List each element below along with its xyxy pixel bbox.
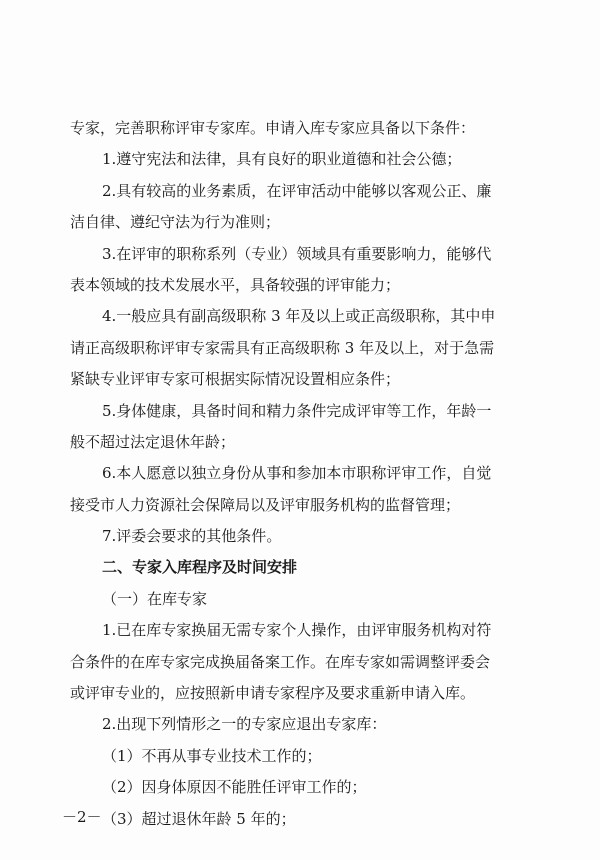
page-number: －2－ xyxy=(62,808,102,826)
text-line: （2）因身体原因不能胜任评审工作的； xyxy=(102,778,367,797)
text-line: 6.本人愿意以独立身份从事和参加本市职称评审工作，自觉 xyxy=(102,464,492,483)
text-line: 请正高级职称评审专家需具有正高级职称 3 年及以上，对于急需 xyxy=(70,338,495,357)
text-line: 紧缺专业评审专家可根据实际情况设置相应条件； xyxy=(70,370,401,389)
text-line: 洁自律、遵纪守法为行为准则； xyxy=(70,213,281,232)
subsection-heading: （一）在库专家 xyxy=(102,589,208,608)
text-line: （3）超过退休年龄 5 年的； xyxy=(102,809,296,828)
text-line: （1）不再从事专业技术工作的； xyxy=(102,746,322,765)
text-line: 1.遵守宪法和法律，具有良好的职业道德和社会公德； xyxy=(102,150,462,169)
text-line: 2.具有较高的业务素质，在评审活动中能够以客观公正、廉 xyxy=(102,181,492,200)
text-line: 接受市人力资源社会保障局以及评审服务机构的监督管理； xyxy=(70,495,461,514)
document-body xyxy=(70,118,540,840)
text-line: 般不超过法定退休年龄； xyxy=(70,432,236,451)
text-line: 1.已在库专家换届无需专家个人操作，由评审服务机构对符 xyxy=(102,621,492,640)
section-heading: 二、专家入库程序及时间安排 xyxy=(102,558,298,577)
text-line: 4.一般应具有副高级职称 3 年及以上或正高级职称，其中申 xyxy=(102,307,496,326)
text-line: 5.身体健康，具备时间和精力条件完成评审等工作，年龄一 xyxy=(102,401,492,420)
text-line: 专家，完善职称评审专家库。申请入库专家应具备以下条件： xyxy=(70,119,476,137)
text-line: 或评审专业的，应按照新申请专家程序及要求重新申请入库。 xyxy=(70,684,476,703)
text-line: 3.在评审的职称系列（专业）领域具有重要影响力，能够代 xyxy=(102,244,492,263)
text-line: 7.评委会要求的其他条件。 xyxy=(102,527,282,546)
text-line: 表本领域的技术发展水平，具备较强的评审能力； xyxy=(70,275,401,294)
text-line: 合条件的在库专家完成换届备案工作。在库专家如需调整评委会 xyxy=(70,652,491,671)
text-line: 2.出现下列情形之一的专家应退出专家库： xyxy=(102,715,387,734)
